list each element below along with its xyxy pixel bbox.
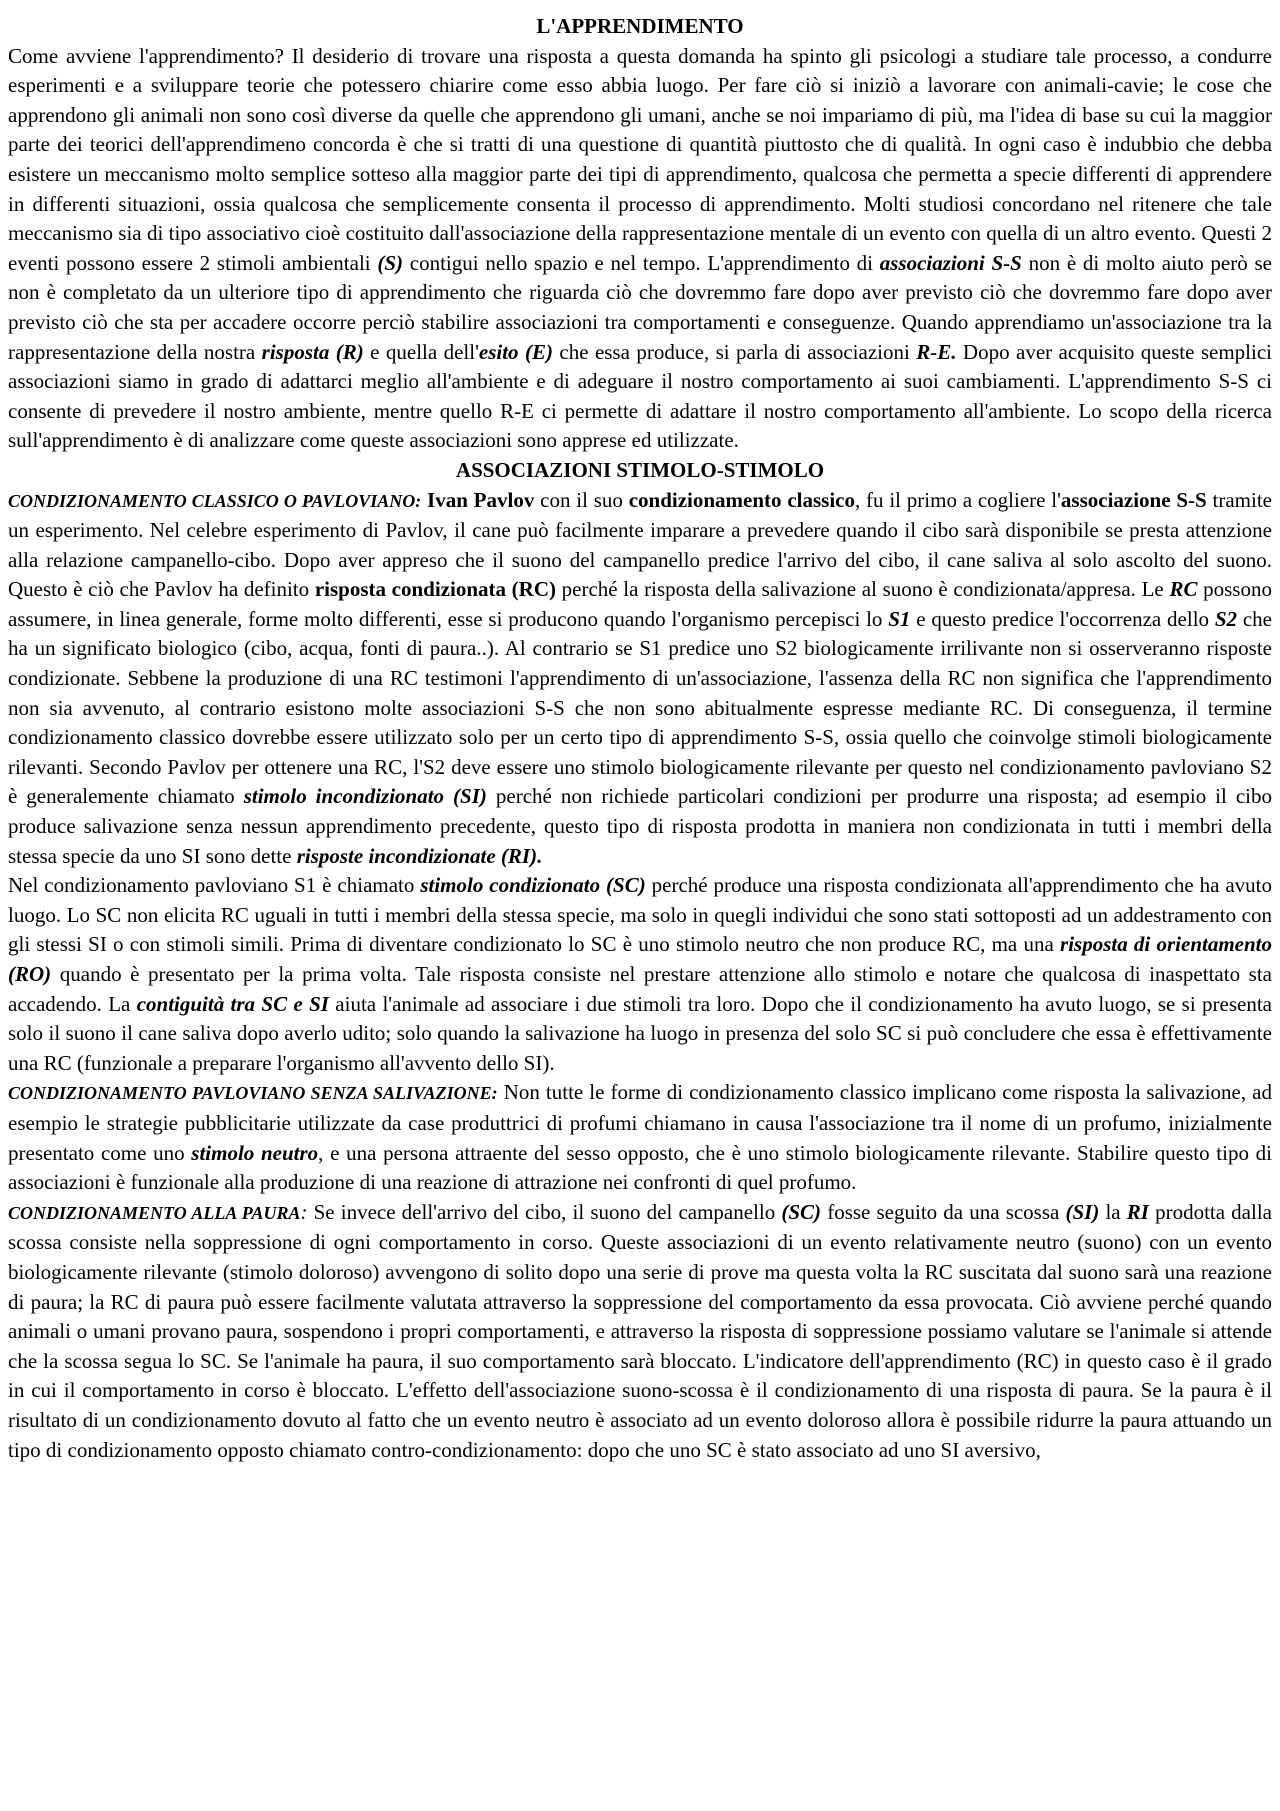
document-title: L'APPRENDIMENTO xyxy=(536,14,744,38)
text-run: stimolo neutro xyxy=(191,1140,319,1165)
text-run: contiguità tra SC e SI xyxy=(136,991,329,1016)
text-run: stimolo incondizionato (SI) xyxy=(243,784,487,809)
text-run: che essa produce, si parla di associazioni xyxy=(552,339,917,364)
text-run: non è di molto aiuto però se non è completato da un ulteriore tipo di apprendimento che riguarda ciò che dovremmo fare dopo aver previsto ciò che dovremmo fare dopo aver previsto ciò che sta per accadere occorre perciò stabilire associazioni tra comportamenti e conseguenze. Quando apprendiamo un'associazione tra la rappresentazione della nostra xyxy=(8,250,1272,364)
text-run: Non tutte le forme di condizionamento classico implicano come risposta la salivazione, ad esempio le strategie pubblicitarie utilizzate da case produttrici di profumi chiamano in causa l'associazione tra il nome di un profumo, inizialmente presentato come uno xyxy=(8,1080,1273,1165)
paragraph-paura xyxy=(8,1198,1272,1465)
text-run: perché produce una risposta condizionata all'apprendimento che ha avuto luogo. Lo SC non elicita RC uguali in tutti i membri della stessa specie, ma solo in quegli individui che sono stati sottoposti ad un addestramento con gli stessi SI o con stimoli simili. Prima di diventare condizionato lo SC è uno stimolo neutro che non produce RC, ma una xyxy=(8,873,1272,957)
text-run: , e una persona attraente del sesso opposto, che è uno stimolo biologicamente rilevante. Stabilire questo tipo di associazioni è funzionale alla produzione di una reazione di attrazione nei confronti di quel profumo. xyxy=(8,1140,1272,1195)
text-run: RI xyxy=(1126,1199,1149,1224)
text-run: contigui nello spazio e nel tempo. L'apprendimento di xyxy=(403,250,880,275)
text-run: associazione S-S xyxy=(1060,487,1207,512)
text-run: RC xyxy=(1169,577,1198,602)
text-run: , fu il primo a cogliere l' xyxy=(854,487,1061,512)
text-run: (SI) xyxy=(1065,1199,1100,1224)
text-run: possono assumere, in linea generale, forme molto differenti, esse si producono quando l'organismo percepisci lo xyxy=(8,577,1272,631)
text-run: prodotta dalla scossa consiste nella soppressione di ogni comportamento in corso. Queste associazioni di un evento relativamente neutro (suono) con un evento biologicamente rilevante (stimolo doloroso) avvengono di solito dopo una serie di prove ma questa volta la RC suscitata dal suono sarà una reazione di paura; la RC di paura può essere facilmente valutata attraverso la soppressione del comportamento da essa provocata. Ciò avviene perché quando animali o umani provano paura, sospendono i propri comportamenti, e attraverso la risposta di soppressione possiamo valutare se l'animale si attende che la scossa segua lo SC. Se l'animale ha paura, il suo comportamento sarà bloccato. L'indicatore dell'apprendimento (RC) in questo caso è il grado in cui il comportamento in corso è bloccato. L'effetto dell'associazione suono-scossa è il condizionamento di una risposta di paura. Se la paura è il risultato di un condizionamento dovuto al fatto che un evento neutro è associato ad un evento doloroso allora è possibile ridurre la paura attuando un tipo di condizionamento opposto chiamato contro-condizionamento: dopo che uno SC è stato associato ad uno SI aversivo, xyxy=(8,1199,1272,1462)
text-run: risposta (R) xyxy=(261,339,364,364)
text-run: R-E. xyxy=(916,339,957,364)
section-heading-stimolo-stimolo: ASSOCIAZIONI STIMOLO-STIMOLO xyxy=(455,457,825,482)
text-run: esito (E) xyxy=(478,339,553,364)
section-label: CONDIZIONAMENTO PAVLOVIANO SENZA SALIVAZIONE: xyxy=(8,1083,498,1104)
section-label: CONDIZIONAMENTO CLASSICO O PAVLOVIANO: xyxy=(8,490,422,511)
paragraph-condizionamento-classico xyxy=(8,486,1272,872)
text-run: risposta di orientamento (RO) xyxy=(8,932,1273,986)
text-run: Se invece dell'arrivo del cibo, il suono del campanello xyxy=(307,1199,782,1224)
text-run: perché la risposta della salivazione al suono è condizionata/appresa. Le xyxy=(556,577,1170,602)
text-run: S1 xyxy=(888,606,911,631)
text-run: quando è presentato per la prima volta. Tale risposta consiste nel prestare attenzione allo stimolo e notare che qualcosa di inaspettato sta accadendo. La xyxy=(8,962,1272,1016)
text-run: risposta condizionata (RC) xyxy=(314,577,556,602)
paragraph-senza-salivazione xyxy=(8,1078,1272,1197)
text-run: e quella dell' xyxy=(363,339,479,364)
section-label: CONDIZIONAMENTO ALLA PAURA xyxy=(8,1202,301,1223)
text-run: (S) xyxy=(377,250,404,275)
text-run: perché non richiede particolari condizioni per produrre una risposta; ad esempio il cibo produce salivazione senza nessun apprendimento precedente, questo tipo di risposta prodotta in maniera non condizionata in tutti i membri della stessa specie da uno SI sono dette xyxy=(8,784,1272,868)
text-run: Nel condizionamento pavloviano S1 è chiamato xyxy=(8,873,421,898)
text-run: con il suo xyxy=(534,487,629,512)
paragraph-intro xyxy=(8,42,1272,456)
text-run: fosse seguito da una scossa xyxy=(821,1199,1066,1224)
text-run: (SC) xyxy=(781,1199,822,1224)
text-run: S2 xyxy=(1214,606,1238,631)
text-run: aiuta l'animale ad associare i due stimoli tra loro. Dopo che il condizionamento ha avuto luogo, se si presenta solo il suono il cane saliva dopo averlo udito; solo quando la salivazione ha luogo in presenza del solo SC si può concludere che essa è effettivamente una RC (funzionale a preparare l'organismo all'avvento dello SI). xyxy=(8,991,1272,1075)
text-run: la xyxy=(1099,1199,1127,1224)
text-run: che ha un significato biologico (cibo, acqua, fonti di paura..). Al contrario se S1 predice uno S2 biologicamente irrilivante non si osserveranno risposte condizionate. Sebbene la produzione di una RC testimoni l'apprendimento di un'associazione, l'assenza della RC non significa che l'apprendimento non sia avvenuto, al contrario esistono molte associazioni S-S che non sono abitualmente espresse mediante RC. Di conseguenza, il termine condizionamento classico dovrebbe essere utilizzato solo per un certo tipo di apprendimento S-S, ossia quello che coinvolge stimoli biologicamente rilevanti. Secondo Pavlov per ottenere una RC, l'S2 deve essere uno stimolo biologicamente rilevante per questo nel condizionamento pavloviano S2 è generalemente chiamato xyxy=(8,606,1272,809)
text-run: : xyxy=(300,1199,308,1224)
text-run: associazioni S-S xyxy=(879,250,1022,275)
paragraph-stimolo-condizionato xyxy=(8,871,1272,1078)
text-run: Ivan Pavlov xyxy=(427,487,535,512)
text-run: stimolo condizionato (SC) xyxy=(420,873,646,898)
text-run: condizionamento classico xyxy=(628,487,855,512)
text-run: Dopo aver acquisito queste semplici associazioni siamo in grado di adattarci meglio all'ambiente e di adeguare il nostro comportamento ai suoi cambiamenti. L'apprendimento S-S ci consente di prevedere il nostro ambiente, mentre quello R-E ci permette di adattare il nostro comportamento all'ambiente. Lo scopo della ricerca sull'apprendimento è di analizzare come queste associazioni sono apprese ed utilizzate. xyxy=(8,339,1273,453)
text-run: risposte incondizionate (RI). xyxy=(296,843,543,868)
text-run: tramite un esperimento. Nel celebre esperimento di Pavlov, il cane può facilmente imparare a prevedere quando il cibo sarà disponibile se presta attenzione alla relazione campanello-cibo. Dopo aver appreso che il suono del campanello predice l'arrivo del cibo, il cane saliva al solo ascolto del suono. Questo è ciò che Pavlov ha definito xyxy=(8,487,1272,602)
text-run: e questo predice l'occorrenza dello xyxy=(910,606,1215,631)
text-run: Come avviene l'apprendimento? Il desiderio di trovare una risposta a questa domanda ha spinto gli psicologi a studiare tale processo, a condurre esperimenti e a sviluppare teorie che potessero chiarire come esso abbia luogo. Per fare ciò si iniziò a lavorare con animali-cavie; le cose che apprendono gli animali non sono così diverse da quelle che apprendono gli umani, anche se noi impariamo di più, ma l'idea di base su cui la maggior parte dei teorici dell'apprendimeno concorda è che si tratti di una questione di quantità piuttosto che di qualità. In ogni caso è indubbio che debba esistere un meccanismo molto semplice sotteso alla maggior parte dei tipi di apprendimento, qualcosa che permetta a specie differenti di apprendere in differenti situazioni, ossia qualcosa che semplicemente consenta il processo di apprendimento. Molti studiosi concordano nel ritenere che tale meccanismo sia di tipo associativo cioè costituito dall'associazione della rappresentazione mentale di un evento con quella di un altro evento. Questi 2 eventi possono essere 2 stimoli ambientali xyxy=(8,43,1272,275)
